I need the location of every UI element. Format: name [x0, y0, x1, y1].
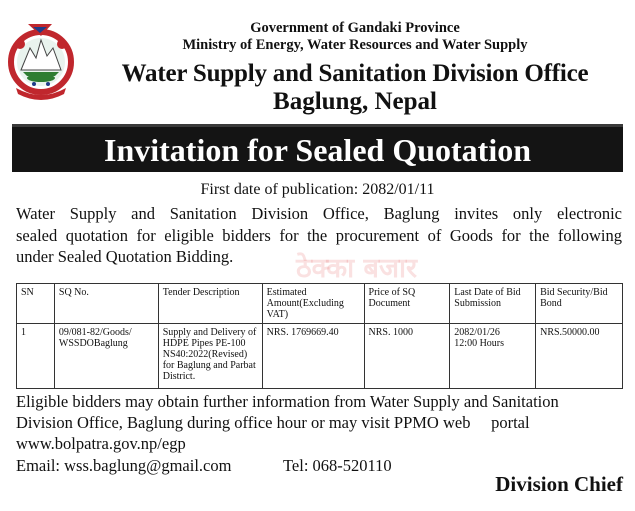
- quotation-table: [16, 283, 623, 389]
- last-date-time: 12:00 Hours: [454, 338, 505, 349]
- info-line-2: Division Office, Baglung during office hour or may visit PPMO web portal: [16, 413, 530, 432]
- table-row: [17, 324, 623, 389]
- office-location: Baglung, Nepal: [273, 88, 437, 115]
- ministry-title: Ministry of Energy, Water Resources and Water Supply: [182, 37, 528, 53]
- col-header-sq-no: SQ No.: [54, 284, 158, 324]
- banner-title: Invitation for Sealed Quotation: [104, 132, 531, 168]
- col-header-last-date: Last Date of Bid Submission: [450, 284, 536, 324]
- cell-price-of-document: NRS. 1000: [364, 324, 450, 389]
- cell-bid-security: NRS.50000.00: [536, 324, 623, 389]
- intro-line-2: sealed quotation for eligible bidders for the procurement of Goods for the following: [16, 226, 622, 245]
- last-date-day: 2082/01/26: [454, 327, 500, 338]
- info-line-1: Eligible bidders may obtain further information from Water Supply and Sanitation: [16, 392, 559, 411]
- col-header-sn: SN: [17, 284, 55, 324]
- publication-date: First date of publication: 2082/01/11: [200, 181, 435, 198]
- government-title: Government of Gandaki Province: [250, 20, 460, 36]
- contact-email[interactable]: Email: wss.baglung@gmail.com: [16, 456, 232, 475]
- col-header-price-of-document: Price of SQ Document: [364, 284, 450, 324]
- signature-title: Division Chief: [495, 472, 623, 496]
- cell-last-date: [450, 324, 536, 389]
- intro-line-1: Water Supply and Sanitation Division Office, Baglung invites only electronic: [16, 204, 622, 223]
- nepal-emblem-icon: [8, 18, 74, 102]
- cell-estimated-amount: NRS. 1769669.40: [262, 324, 364, 389]
- cell-sq-no: 09/081-82/Goods/ WSSDOBaglung: [54, 324, 158, 389]
- cell-sn: 1: [17, 324, 55, 389]
- office-title: Water Supply and Sanitation Division Office: [121, 60, 589, 87]
- portal-link[interactable]: www.bolpatra.gov.np/egp: [16, 434, 186, 453]
- col-header-bid-security: Bid Security/Bid Bond: [536, 284, 623, 324]
- col-header-tender-description: Tender Description: [158, 284, 262, 324]
- watermark-text: ठेक्का बजार: [296, 253, 418, 284]
- intro-line-3: under Sealed Quotation Bidding.: [16, 247, 234, 266]
- table-header-row: [17, 284, 623, 324]
- cell-tender-description: Supply and Delivery of HDPE Pipes PE-100 NS40:2022(Revised) for Baglung and Parbat District.: [158, 324, 262, 389]
- col-header-estimated-amount: Estimated Amount(Excluding VAT): [262, 284, 364, 324]
- contact-phone: Tel: 068-520110: [283, 456, 392, 475]
- title-banner: [12, 124, 623, 172]
